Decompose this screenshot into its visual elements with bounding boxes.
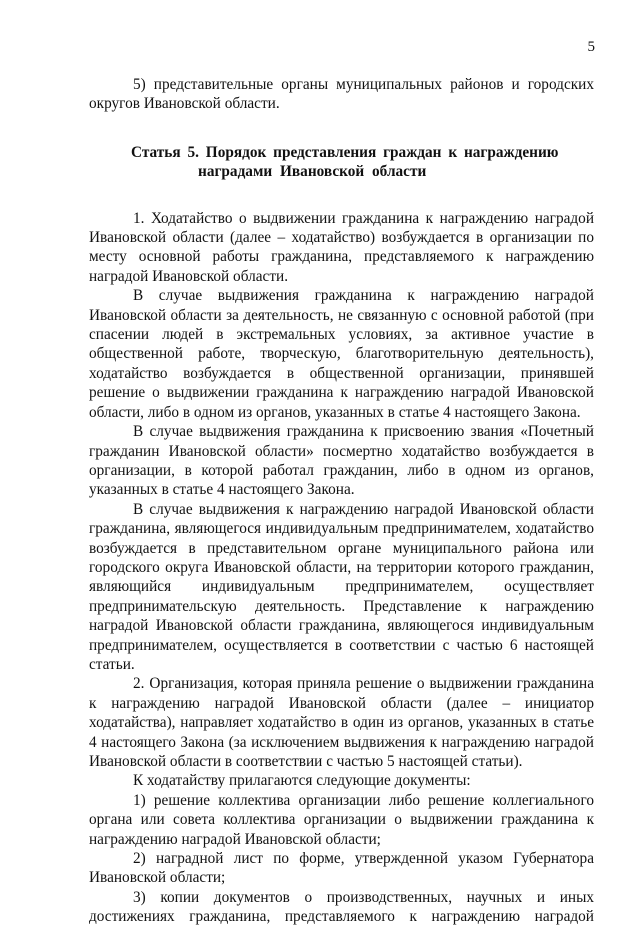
paragraph-4: В случае выдвижения к награждению наградой Ивановской области гражданина, являющегося индивидуальным предпринимателем, ходатайство возбуждается в представительном органе муниципального района или городского округа Ивановской области, на территории которого гражданин, являющийся индивидуальным предпринимателем, осуществляет предпринимательскую деятельность. Представление к награждению наградой Ивановской области гражданина, являющегося индивидуальным предпринимателем, осуществляется в соответствии с частью 6 настоящей статьи.	[89, 500, 594, 673]
article-title	[89, 143, 594, 182]
paragraph-9: 3) копии документов о производственных, научных и иных достижениях гражданина, представляемого к награждению наградой	[89, 888, 594, 926]
document-body	[89, 75, 594, 927]
article-title-line1: Статья 5. Порядок представления граждан к награждению	[131, 143, 559, 161]
paragraph-2: В случае выдвижения гражданина к награждению наградой Ивановской области за деятельность, не связанную с основной работой (при спасении людей в экстремальных условиях, за активное участие в общественной работе, творческую, благотворительную деятельность), ходатайство возбуждается в общественной организации, принявшей решение о выдвижении гражданина к награждению наградой Ивановской области, либо в одном из органов, указанных в статье 4 настоящего Закона.	[89, 287, 594, 421]
paragraph-5: 2. Организация, которая приняла решение о выдвижении гражданина к награждению наградой Ивановской области (далее – инициатор ходатайства), направляет ходатайство в один из органов, указанных в статье 4 настоящего Закона (за исключением выдвижения к награждению наградой Ивановской области в соответствии с частью 5 настоящей статьи).	[89, 675, 594, 770]
paragraph-7: 1) решение коллектива организации либо решение коллегиального органа или совета коллектива организации о выдвижении гражданина к награждению наградой Ивановской области;	[89, 791, 594, 848]
paragraph-8: 2) наградной лист по форме, утвержденной указом Губернатора Ивановской области;	[89, 850, 594, 887]
intro-paragraph: 5) представительные органы муниципальных районов и городских округов Ивановской области.	[89, 76, 594, 113]
paragraph-1: 1. Ходатайство о выдвижении гражданина к награждению наградой Ивановской области (далее – ходатайство) возбуждается в организации по месту основной работы гражданина, представляемого к награждению наградой Ивановской области.	[89, 209, 594, 285]
page-number: 5	[587, 39, 595, 55]
article-title-line2: наградами Ивановской области	[198, 163, 427, 181]
paragraph-6: К ходатайству прилагаются следующие документы:	[133, 772, 471, 790]
paragraph-3: В случае выдвижения гражданина к присвоению звания «Почетный гражданин Ивановской области» посмертно ходатайство возбуждается в организации, в которой работал гражданин, либо в одном из органов, указанных в статье 4 настоящего Закона.	[89, 423, 594, 499]
